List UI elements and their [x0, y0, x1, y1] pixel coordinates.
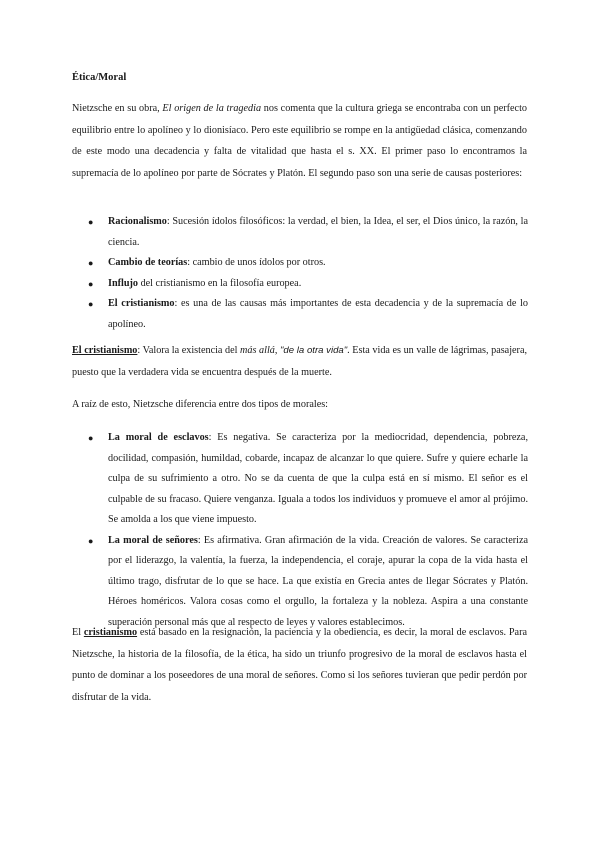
- bullet-icon: ●: [88, 217, 94, 227]
- intro-text-end: nos comenta que la cultura griega se encontraba con un perfecto equilibrio entre lo apolíneo y lo dionisíaco. Pero este equilibrio se rompe en la antigüedad clásica, comenzando de este modo una decadencia y falta de vitalidad que hasta el s. XX. El primer paso lo encontramos la supremacía de lo apolíneo por parte de Sócrates y Platón. El segundo paso son una serie de causas posteriores:: [72, 103, 527, 179]
- list-item: [88, 253, 528, 274]
- intro-text-start: Nietzsche en su obra,: [72, 103, 163, 114]
- closing-term: cristianismo: [83, 627, 138, 638]
- list-item: [88, 274, 528, 295]
- list-item: [88, 294, 528, 335]
- quote-separator: ,: [274, 345, 281, 356]
- cause-term: El cristianismo: [108, 298, 175, 309]
- christianity-term: El cristianismo: [72, 345, 138, 356]
- closing-paragraph: [72, 622, 527, 708]
- work-title: El origen de la tragedia: [162, 103, 262, 114]
- list-item: [88, 428, 528, 531]
- list-item: [88, 212, 528, 253]
- bullet-icon: ●: [88, 278, 94, 289]
- quote-other-life: "de la otra vida": [280, 345, 348, 356]
- moral-term: La moral de señores: [108, 534, 198, 546]
- quote-beyond: más allá: [240, 345, 275, 356]
- christianity-text-start: : Valora la existencia del: [137, 345, 241, 356]
- cause-text: : Sucesión ídolos filosóficos: la verdad, el bien, la Idea, el ser, el Dios único, la razón, la ciencia.: [108, 216, 528, 248]
- cause-text: del cristianismo en la filosofía europea.: [138, 277, 302, 289]
- list-item: [88, 531, 528, 634]
- bullet-icon: ●: [88, 258, 94, 268]
- christianity-paragraph: [72, 340, 527, 383]
- cause-term: Cambio de teorías: [108, 257, 188, 268]
- bullet-icon: ●: [88, 433, 94, 443]
- cause-term: Racionalismo: [108, 216, 167, 227]
- page-title: Ética/Moral: [72, 72, 127, 83]
- cause-text: : cambio de unos ídolos por otros.: [187, 257, 326, 268]
- closing-text-start: El: [72, 627, 84, 638]
- morals-list: [88, 428, 528, 633]
- cause-text: : es una de las causas más importantes de esta decadencia y de la supremacía de lo apolíneo.: [108, 298, 528, 330]
- morals-intro-paragraph: A raíz de esto, Nietzsche diferencia entre dos tipos de morales:: [72, 399, 329, 410]
- cause-term: Influjo: [108, 277, 139, 289]
- intro-paragraph: [72, 98, 527, 184]
- moral-term: La moral de esclavos: [108, 432, 209, 443]
- moral-text: : Es negativa. Se caracteriza por la mediocridad, dependencia, pobreza, docilidad, compasión, humildad, cobarde, incapaz de alcanzar lo que quiere. Sufre y quiere echarle la culpa de su sufrimiento a otro. No se da cuenta de que la culpa está en sí mismo. El señor es el culpable de su fracaso. Quiere venganza. Iguala a todos los individuos y promueve el amor al prójimo. Se amolda a los que viene impuesto.: [108, 432, 528, 525]
- christianity-text-end: . Esta vida es un valle de lágrimas, pasajera, puesto que la verdadera vida se encuentra después de la muerte.: [72, 345, 528, 378]
- causes-list: [88, 212, 528, 335]
- closing-text-end: está basado en la resignación, la paciencia y la obediencia, es decir, la moral de esclavos. Para Nietzsche, la historia de la filosofía, de la ética, ha sido un triunfo progresivo de la moral de esclavos hasta el punto de dominar a los poseedores de una moral de señores. Como si los señores tuvieran que pedir perdón por disfrutar de la vida.: [72, 627, 527, 703]
- bullet-icon: ●: [88, 535, 94, 546]
- moral-text: : Es afirmativa. Gran afirmación de la vida. Creación de valores. Se caracteriza por el liderazgo, la valentía, la fuerza, la independencia, el coraje, apurar la copa de la vida hasta el último trago, disfrutar de lo que se hace. La que existía en Grecia antes de llegar Sócrates y Platón. Héroes homéricos. Valora cosas como el orgullo, la fortaleza y la nobleza. Aspira a una constante superación personal más que al respecto de leyes y valores establecimos.: [108, 534, 529, 628]
- bullet-icon: ●: [88, 299, 94, 309]
